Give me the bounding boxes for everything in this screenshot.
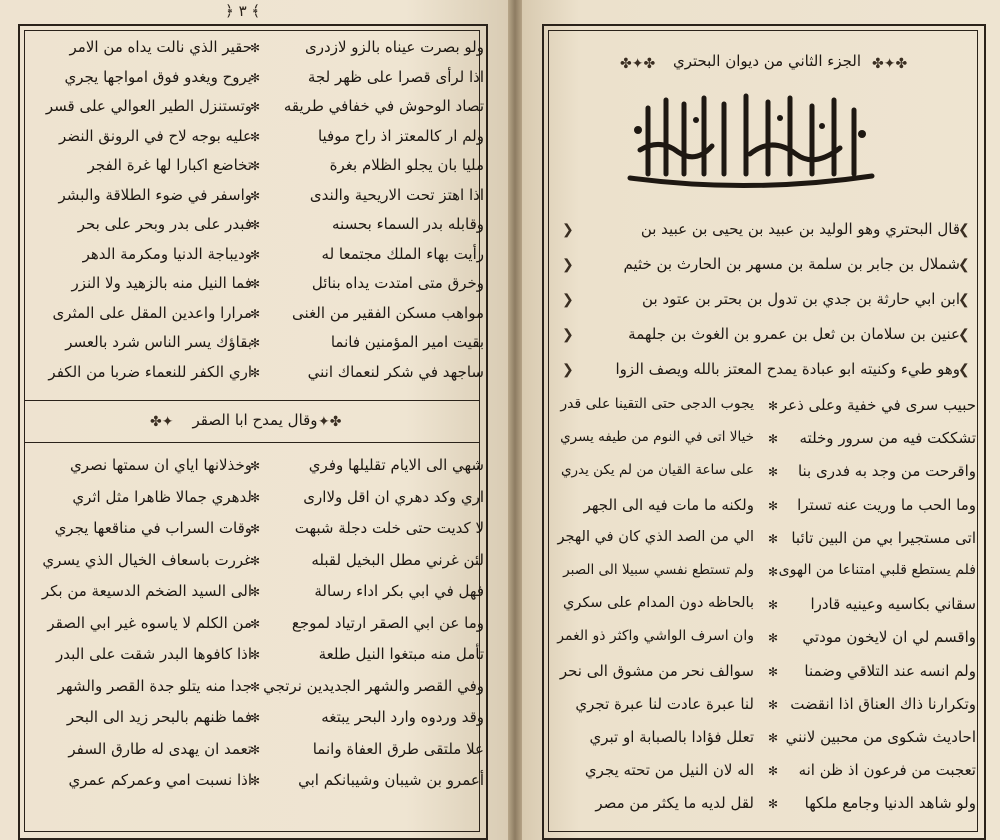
- intro-line: قال البحتري وهو الوليد بن عبيد بن يحيى بن عبيد بن: [640, 220, 960, 238]
- verse-left-hemistich: اري الكفر للنعماء ضربا من الكفر: [48, 362, 252, 381]
- verse-left-hemistich: تعمد ان يهدى له طارق السفر: [68, 739, 252, 758]
- verse-separator-icon: ✻: [250, 490, 261, 505]
- verse-right-hemistich: حبيب سرى في خفية وعلى ذعر: [779, 396, 976, 414]
- verse-right-hemistich: واقرحت من وجد به فدرى بنا: [797, 462, 976, 481]
- verse-right-hemistich: ولم انسه عند التلاقي وضمنا: [804, 661, 976, 680]
- verse-left-hemistich: سوالف نحر من مشوق الى نحر: [559, 661, 754, 680]
- verse-separator-icon: ✻: [768, 731, 779, 745]
- header-ornament-left-icon: ✤✦✤: [620, 56, 656, 72]
- bracket-ornament-icon: ❯: [562, 222, 574, 238]
- verse-left-hemistich: اذا نسبت امي وعمركم عمري: [68, 771, 252, 789]
- verse-separator-icon: ✻: [250, 459, 261, 473]
- verse-separator-icon: ✻: [768, 498, 779, 513]
- verse-left-hemistich: فبدر على بدر وبحر على بحر: [77, 215, 252, 233]
- verse-left-hemistich: حقير الذي نالت يداه من الامر: [69, 38, 252, 56]
- verse-right-hemistich: ساجهد في شكر لنعماك انني: [307, 362, 484, 381]
- intro-line: وهو طيء وكنيته ابو عبادة يمدح المعتز بالله ويصف الزوا: [615, 360, 960, 378]
- bracket-ornament-icon: ❮: [958, 362, 970, 378]
- verse-left-hemistich: لقل لديه ما يكثر من مصر: [595, 794, 754, 813]
- verse-right-hemistich: رأيت بهاء الملك مجتمعا له: [321, 244, 484, 263]
- bracket-ornament-icon: ❮: [958, 222, 970, 238]
- verse-right-hemistich: مليا بان يجلو الظلام بغرة: [329, 156, 484, 174]
- verse-right-hemistich: بقيت امير المؤمنين فانما: [330, 333, 484, 351]
- bracket-ornament-icon: ❯: [562, 327, 574, 343]
- header-title: الجزء الثاني من ديوان البحتري: [672, 52, 862, 70]
- verse-left-hemistich: من الكلم لا ياسوه غير ابي الصقر: [47, 613, 252, 632]
- verse-right-hemistich: ولم ار كالمعتز اذ راح موفيا: [317, 126, 484, 145]
- verse-left-hemistich: عليه بوجه لاح في الرونق النضر: [59, 126, 252, 145]
- verse-right-hemistich: علا ملتقى طرق العفاة وانما: [312, 739, 484, 758]
- intro-line: شملال بن جابر بن سلمة بن مسهر بن الحارث بن خثيم: [623, 255, 960, 273]
- section-divider-bottom: [24, 442, 480, 443]
- verse-separator-icon: ✻: [768, 531, 779, 546]
- verse-right-hemistich: ولو بصرت عيناه بالزو لازدرى: [305, 38, 484, 56]
- verse-separator-icon: ✻: [768, 465, 779, 480]
- verse-right-hemistich: احاديث شكوى من محبين لانني: [785, 728, 976, 746]
- bracket-ornament-icon: ❮: [958, 257, 970, 273]
- verse-left-hemistich: وديباجة الدنيا ومكرمة الدهر: [82, 244, 252, 263]
- verse-right-hemistich: وتكرارنا ذاك العناق اذا انقضت: [790, 694, 976, 713]
- verse-right-hemistich: سقاني بكاسيه وعينيه قادرا: [810, 595, 976, 614]
- bracket-ornament-icon: ❯: [562, 362, 574, 378]
- verse-left-hemistich: الى السيد الضخم الدسيعة من بكر: [41, 582, 252, 600]
- verse-right-hemistich: فهل في ابي بكر اداء رسالة: [314, 582, 484, 600]
- verse-separator-icon: ✻: [768, 631, 779, 646]
- verse-separator-icon: ✻: [250, 159, 261, 173]
- verse-right-hemistich: تصاد الوحوش في خفافي طريقه: [283, 97, 484, 115]
- bracket-ornament-icon: ❮: [958, 327, 970, 343]
- verse-separator-icon: ✻: [768, 764, 779, 779]
- verse-left-hemistich: ولم تستطع نفسي سبيلا الى الصبر: [563, 562, 754, 578]
- verse-left-hemistich: خيالا اتى في النوم من طيفه يسري: [560, 429, 754, 446]
- header-ornament-right-icon: ✤✦✤: [872, 56, 908, 72]
- verse-separator-icon: ✻: [250, 306, 261, 321]
- verse-separator-icon: ✻: [250, 742, 261, 757]
- verse-right-hemistich: اتى مستجيرا بي من البين تائبا: [791, 528, 976, 547]
- verse-separator-icon: ✻: [250, 774, 261, 788]
- verse-separator-icon: ✻: [250, 679, 261, 694]
- verse-left-hemistich: يروح ويغدو فوق امواجها يجري: [64, 67, 252, 86]
- verse-separator-icon: ✻: [768, 664, 779, 679]
- verse-left-hemistich: لنا عبرة عادت لنا عبرة تجري: [575, 694, 754, 713]
- verse-right-hemistich: وما عن ابي الصقر ارتياد لموجع: [291, 613, 484, 632]
- bracket-ornament-icon: ❯: [562, 292, 574, 308]
- verse-separator-icon: ✻: [768, 565, 779, 579]
- bracket-ornament-icon: ❯: [562, 257, 574, 273]
- verse-left-hemistich: وتستنزل الطير العوالي على قسر: [45, 97, 252, 115]
- verse-separator-icon: ✻: [250, 100, 261, 114]
- verse-separator-icon: ✻: [768, 399, 779, 413]
- ornament-left-icon: ✤✦: [150, 414, 174, 430]
- verse-separator-icon: ✻: [250, 188, 261, 203]
- verse-right-hemistich: لئن غرني مطل البخيل لقبله: [311, 550, 484, 569]
- verse-right-hemistich: اذا لرأى قصرا على ظهر لجة: [307, 67, 484, 86]
- verse-left-hemistich: فما النيل منه بالزهيد ولا النزر: [71, 274, 252, 292]
- verse-separator-icon: ✻: [250, 129, 261, 144]
- bracket-ornament-icon: ❮: [958, 292, 970, 308]
- verse-left-hemistich: واسفر في ضوء الطلاقة والبشر: [58, 185, 252, 204]
- verse-left-hemistich: فما ظنهم بالبحر زيد الى البحر: [66, 708, 252, 726]
- verse-separator-icon: ✻: [250, 648, 261, 662]
- verse-separator-icon: ✻: [250, 41, 261, 55]
- verse-right-hemistich: تأمل منه مبتغوا النيل طلعة: [318, 645, 484, 663]
- verse-separator-icon: ✻: [768, 797, 779, 812]
- verse-left-hemistich: وان اسرف الواشي واكثر ذو الغمر: [557, 628, 754, 645]
- verse-left-hemistich: يجوب الدجى حتى التقينا على قدر: [560, 396, 754, 412]
- section-divider-top: [24, 400, 480, 401]
- verse-left-hemistich: غررت باسعاف الخيال الذي يسري: [42, 550, 252, 569]
- verse-left-hemistich: تعلل فؤادا بالصبابة او تبري: [589, 728, 754, 746]
- basmala-calligraphy-icon: [600, 90, 900, 200]
- verse-left-hemistich: تخاضع اكبارا لها غرة الفجر: [87, 156, 252, 174]
- verse-separator-icon: ✻: [768, 432, 779, 447]
- verse-separator-icon: ✻: [250, 336, 261, 350]
- verse-separator-icon: ✻: [768, 598, 779, 613]
- verse-left-hemistich: مرارا واعدين المقل على المثرى: [52, 303, 252, 322]
- verse-separator-icon: ✻: [250, 585, 261, 599]
- verse-right-hemistich: اري وكد دهري ان اقل ولاارى: [303, 487, 484, 506]
- verse-separator-icon: ✻: [250, 711, 261, 725]
- verse-separator-icon: ✻: [250, 218, 261, 232]
- verse-separator-icon: ✻: [250, 616, 261, 631]
- verse-right-hemistich: وقد وردوه وارد البحر يبتغه: [321, 708, 484, 726]
- verse-separator-icon: ✻: [250, 277, 261, 291]
- verse-right-hemistich: أعمرو بن شيبان وشيبانكم ابي: [298, 771, 484, 789]
- verse-separator-icon: ✻: [250, 365, 261, 380]
- verse-left-hemistich: وخذلانها اياي ان سمتها نصري: [70, 456, 252, 474]
- verse-right-hemistich: شهي الى الايام تقليلها وفري: [308, 456, 484, 474]
- verse-right-hemistich: واقسم لي ان لايخون مودتي: [802, 628, 976, 647]
- verse-left-hemistich: بقاؤك يسر الناس شرد بالعسر: [65, 333, 252, 351]
- verse-right-hemistich: فلم يستطع قلبي امتناعا من الهوى: [778, 562, 976, 578]
- verse-left-hemistich: جدا منه يتلو جدة القصر والشهر: [57, 676, 252, 695]
- verse-left-hemistich: لدهري جمالا ظاهرا مثل اثري: [72, 487, 252, 506]
- verse-right-hemistich: وخرق متى امتدت يداه بنائل: [311, 274, 484, 292]
- verse-right-hemistich: وفي القصر والشهر الجديدين نرتجي: [263, 676, 484, 695]
- verse-right-hemistich: وقابله بدر السماء بحسنه: [332, 215, 484, 233]
- verse-left-hemistich: ولكنه ما مات فيه الى الجهر: [583, 495, 754, 514]
- page-number: ﴿ ٣ ﴾: [225, 2, 261, 20]
- verse-left-hemistich: اذا كافوها البدر شقت على البدر: [55, 645, 252, 663]
- verse-separator-icon: ✻: [250, 522, 261, 536]
- verse-right-hemistich: مواهب مسكن الفقير من الغنى: [292, 303, 484, 322]
- verse-separator-icon: ✻: [768, 697, 779, 712]
- verse-left-hemistich: على ساعة القيان من لم يكن يدري: [560, 462, 754, 479]
- ornament-right-icon: ✦✤: [318, 414, 342, 430]
- verse-separator-icon: ✻: [250, 247, 261, 262]
- verse-left-hemistich: بالحاظه دون المدام على سكري: [563, 595, 754, 612]
- book-gutter: [508, 0, 522, 840]
- intro-line: ابن ابي حارثة بن جدي بن تدول بن بحتر بن عتود بن: [642, 290, 960, 308]
- intro-line: عنين بن سلامان بن ثعل بن عمرو بن الغوث بن جلهمة: [628, 325, 960, 343]
- section-heading: وقال يمدح ابا الصقر: [192, 411, 318, 429]
- verse-right-hemistich: ولو شاهد الدنيا وجامع ملكها: [804, 794, 976, 813]
- verse-right-hemistich: لا كديت حتى خلت دجلة شبهت: [294, 519, 484, 537]
- verse-right-hemistich: اذا اهتز تحت الاريحية والندى: [309, 185, 484, 204]
- verse-left-hemistich: وقات السراب في مناقعها يجري: [54, 519, 252, 537]
- verse-separator-icon: ✻: [250, 553, 261, 568]
- verse-right-hemistich: تعجبت من فرعون اذ ظن انه: [798, 761, 976, 780]
- verse-right-hemistich: تشككت فيه من سرور وخلته: [799, 429, 976, 448]
- verse-left-hemistich: الي من الصد الذي كان في الهجر: [557, 528, 754, 545]
- verse-right-hemistich: وما الحب ما وريت عنه تسترا: [797, 495, 976, 514]
- verse-left-hemistich: اله لان النيل من تحته يجري: [584, 761, 754, 780]
- verse-separator-icon: ✻: [250, 70, 261, 85]
